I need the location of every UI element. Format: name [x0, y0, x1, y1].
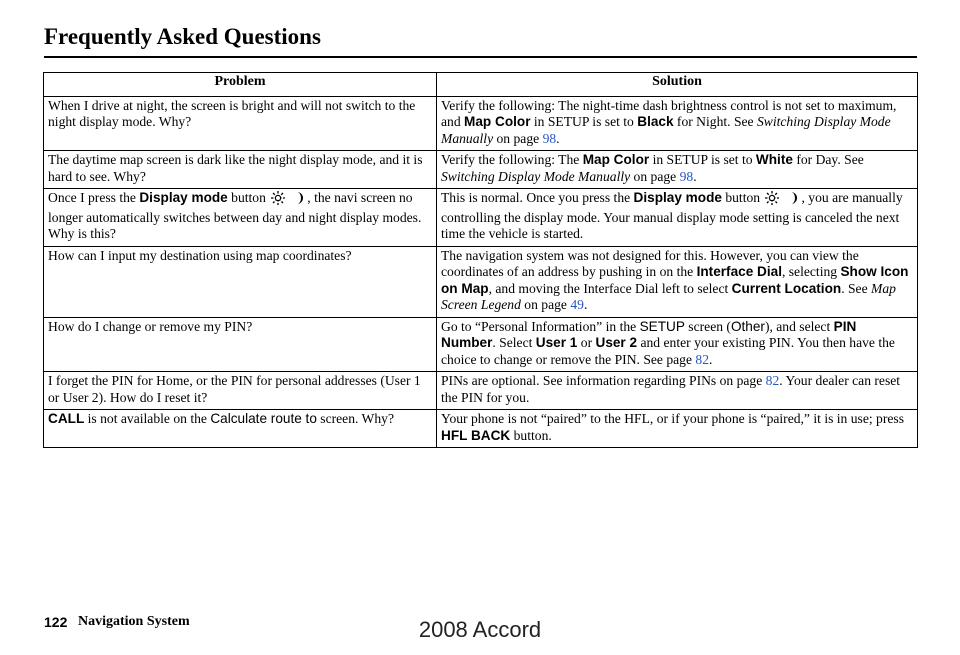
- ui-label: Map Color: [582, 152, 650, 167]
- text-run: How can I input my destination using map coordinates?: [48, 247, 352, 263]
- table-row: [44, 96, 918, 151]
- page-number: 122: [44, 614, 68, 630]
- text-run: How do I change or remove my PIN?: [48, 318, 253, 334]
- text-run: screen. Why?: [316, 411, 395, 426]
- table-row: [44, 189, 918, 247]
- solution-cell: [437, 151, 918, 189]
- ui-label: SETUP: [639, 318, 685, 334]
- text-run: The daytime map screen is dark like the night display mode, and it is hard to see. Why?: [48, 152, 423, 184]
- faq-table: [43, 72, 918, 448]
- text-run: on page: [493, 130, 543, 146]
- text-run: button.: [510, 427, 552, 443]
- page-title: Frequently Asked Questions: [44, 24, 321, 49]
- ui-label: User 1: [535, 335, 578, 350]
- text-run: , you are manually controlling the display mode. Your manual display mode setting is canceled the next time the vehicle is started.: [441, 190, 903, 241]
- page-link[interactable]: 98: [542, 130, 557, 146]
- problem-cell: [44, 410, 437, 448]
- text-run: .: [556, 130, 560, 146]
- title-divider: [44, 56, 917, 58]
- ui-label: HFL BACK: [441, 427, 511, 443]
- page-link[interactable]: 82: [765, 373, 780, 388]
- text-run: for Day. See: [792, 152, 864, 167]
- problem-cell: [44, 96, 437, 151]
- section-name: Navigation System: [78, 614, 190, 629]
- text-run: on page: [630, 168, 680, 184]
- text-run: . Select: [492, 335, 536, 350]
- text-run: Verify the following: The night-time dash brightness control is not set to maximum, and: [441, 97, 897, 129]
- section-reference: Switching Display Mode Manually: [441, 114, 891, 146]
- text-run: Your phone is not “paired” to the HFL, or if your phone is “paired,” it is in use; press: [441, 411, 904, 426]
- problem-cell: [44, 317, 437, 372]
- ui-label: Current Location: [731, 280, 842, 296]
- table-row: [44, 246, 918, 317]
- text-run: I forget the PIN for Home, or the PIN for personal addresses (User 1 or User 2). How do I reset it?: [48, 373, 421, 405]
- problem-cell: [44, 189, 437, 247]
- text-run: This is normal. Once you press the: [441, 190, 634, 205]
- text-run: is not available on the: [84, 411, 211, 426]
- text-run: or: [577, 335, 596, 350]
- table-row: [44, 151, 918, 189]
- text-run: button: [227, 190, 270, 205]
- text-run: in SETUP is set to: [649, 152, 756, 167]
- text-run: ), and select: [764, 318, 834, 334]
- ui-label: Map Color: [464, 114, 531, 129]
- ui-label: Display mode: [633, 190, 722, 205]
- text-run: PINs are optional. See information regarding PINs on page: [441, 373, 766, 388]
- ui-label: CALL: [48, 411, 85, 426]
- ui-label: Show Icon on Map: [441, 264, 909, 296]
- ui-label: Black: [637, 114, 674, 129]
- page-link[interactable]: 49: [570, 297, 584, 312]
- ui-label: PIN Number: [441, 318, 857, 350]
- page-link[interactable]: 82: [695, 351, 709, 367]
- text-run: and enter your existing PIN. You then have the choice to change or remove the PIN. See page: [441, 335, 895, 367]
- table-row: [44, 410, 918, 448]
- solution-cell: [437, 246, 918, 317]
- text-run: , the navi screen no longer automatically switches between day and night display modes. Why is this?: [48, 190, 422, 241]
- ui-label: White: [755, 152, 793, 167]
- problem-cell: [44, 151, 437, 189]
- solution-cell: [437, 372, 918, 410]
- text-run: Go to “Personal Information” in the: [441, 318, 640, 334]
- watermark: 2008 Accord: [418, 617, 542, 642]
- problem-cell: [44, 372, 437, 410]
- text-run: , selecting: [781, 264, 841, 279]
- solution-cell: [437, 410, 918, 448]
- solution-cell: [437, 96, 918, 151]
- table-row: [44, 372, 918, 410]
- solution-cell: [437, 189, 918, 247]
- ui-label: User 2: [595, 335, 638, 350]
- ui-label: Interface Dial: [696, 264, 782, 279]
- text-run: Once I press the: [48, 190, 140, 205]
- text-run: . See: [841, 280, 872, 296]
- header-row: [44, 73, 918, 97]
- page-link[interactable]: 98: [679, 168, 694, 184]
- column-header-solution: Solution: [437, 73, 918, 97]
- section-reference: Map Screen Legend: [441, 280, 896, 312]
- ui-label: Other: [730, 318, 765, 334]
- section-reference: Switching Display Mode Manually: [441, 168, 631, 184]
- text-run: on page: [520, 297, 571, 312]
- text-run: , and moving the Interface Dial left to select: [488, 280, 732, 296]
- ui-label: Calculate route to: [210, 411, 317, 426]
- column-header-problem: Problem: [44, 73, 437, 97]
- text-run: for Night. See: [673, 114, 757, 129]
- solution-cell: [437, 317, 918, 372]
- text-run: When I drive at night, the screen is bright and will not switch to the night display mode. Why?: [48, 97, 416, 129]
- text-run: .: [709, 351, 713, 367]
- text-run: .: [583, 297, 588, 312]
- table-row: [44, 317, 918, 372]
- problem-cell: [44, 246, 437, 317]
- faq-body: [44, 96, 918, 448]
- text-run: screen (: [684, 318, 731, 334]
- sun-moon-icon: [765, 191, 799, 210]
- text-run: . Your dealer can reset the PIN for you.: [441, 373, 901, 405]
- ui-label: Display mode: [139, 190, 228, 205]
- text-run: in SETUP is set to: [530, 114, 638, 129]
- text-run: .: [693, 168, 697, 184]
- text-run: button: [721, 190, 764, 205]
- sun-moon-icon: [271, 191, 305, 210]
- text-run: Verify the following: The: [441, 152, 583, 167]
- text-run: The navigation system was not designed for this. However, you can view the coordinates of an address by pushing in on the: [441, 247, 859, 279]
